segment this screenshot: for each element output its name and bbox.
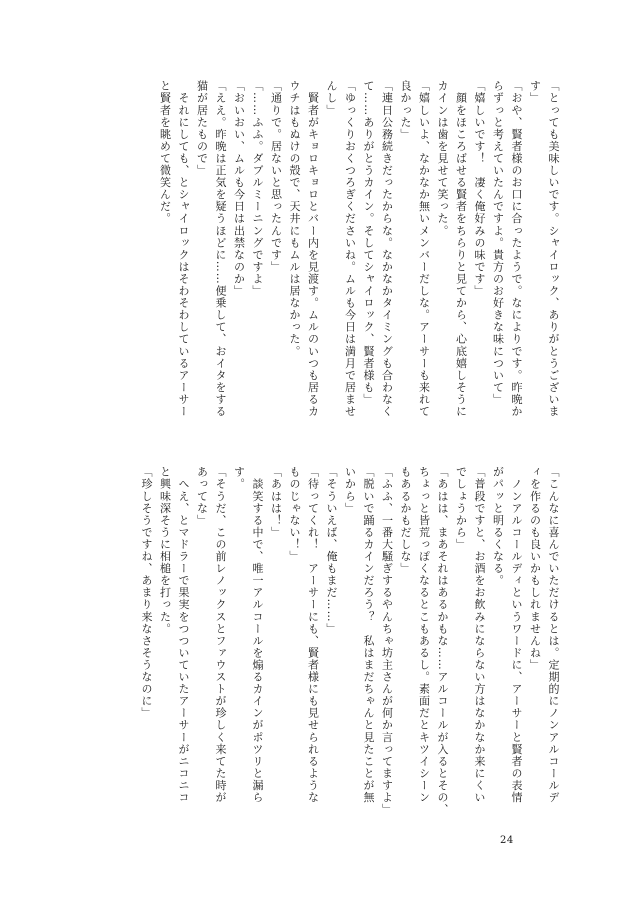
text-line: もあるかもだしな」 (399, 466, 412, 575)
text-line: んし」 (325, 80, 338, 117)
text-line: 「連日公務続きだったからな。なかなかタイミングも合わなく (380, 80, 394, 418)
text-line: 「あはは、まあそれはあるかもな……アルコールが入るとその、 (436, 466, 449, 816)
text-line: 良かった」 (399, 80, 412, 141)
text-line: て……ありがとうカイン。そしてシャイロック、賢者様も」 (362, 80, 375, 406)
text-line: 「そうだ、この前レノックスとファウストが珍しく来てた時が (214, 466, 227, 804)
text-line: 顔をほころばせる賢者をちらりと見てから、心底嬉しそうに (454, 80, 468, 418)
text-line: 「ふふ、一番大騒ぎするやんちゃ坊主さんが何か言ってますよ」 (380, 466, 394, 816)
text-line: す。 (232, 466, 246, 491)
text-line: 「おや、賢者様のお口に合ったようで。なによりです。昨晩か (510, 80, 523, 418)
text-line: 「おいおい、ムルも今日は出禁なのか」 (232, 80, 246, 297)
text-line: 賢者がキョロキョロとバー内を見渡す。ムルのいつも居るカ (306, 80, 320, 418)
text-line: へえ、とマドラーで果実をつついていたアーサーがニコニコ (177, 466, 190, 804)
text-line: 「ええ。昨晩は正気を疑うほどに……便乗して、おイタをする (214, 80, 227, 418)
text-line: 猫が居たもので」 (195, 80, 209, 177)
text-line: がパッと明るくなる。 (491, 466, 505, 587)
text-line: ちょっと皆荒っぽくなるとこもあるし。素面だとキツイシーン (417, 466, 431, 804)
text-line: ィを作るのも良いかもしれませんね」 (528, 466, 542, 671)
text-line: 談笑する中で、唯一アルコールを煽るカインがポツリと漏ら (251, 466, 264, 804)
text-line: 「そういえば、俺もまだ……」 (325, 466, 338, 635)
text-line: 「珍しそうですね、あまり来なさそうなのに」 (140, 466, 153, 720)
text-line: 「普段ですと、お酒をお飲みにならない方はなかなか来にくい (473, 466, 486, 804)
text-line: 「嬉しいよ、なかなか無いメンバーだしな。アーサーも来れて (417, 80, 431, 418)
text-line: 「とっても美味しいです。シャイロック、ありがとうございま (547, 80, 560, 418)
text-line: ノンアルコールディというワードに、アーサーと賢者の表情 (510, 466, 523, 804)
text-line: ウチはもぬけの殻で、天井にもムルは居なかった。 (288, 80, 301, 358)
text-line: 「脱いで踊るカインだろう？ 私はまだちゃんと見たことが無 (362, 466, 375, 804)
text-line: 「待ってくれ！ アーサーにも、賢者様にも見せられるような (306, 466, 320, 804)
text-line: 「嬉しいです！ 凄く俺好みの味です」 (473, 80, 486, 297)
text-line: でしょうから」 (454, 466, 468, 551)
text-line: ものじゃない！」 (288, 466, 301, 563)
text-line: らずっと考えていたんですよ。貴方のお好きな味について」 (491, 80, 505, 406)
text-line: カインは歯を見せて笑った。 (436, 80, 449, 237)
text-line: と興味深そうに相槌を打った。 (158, 466, 172, 635)
text-line: 「ゆっくりおくつろぎくださいね。ムルも今日は満月で居ませ (343, 80, 357, 418)
text-line: 「あはは！」 (269, 466, 283, 539)
text-line: 「こんなに喜んでいただけるとは。定期的にノンアルコールデ (547, 466, 560, 804)
text-line: それにしても、とシャイロックはそわそわしているアーサー (177, 80, 190, 418)
text-line: 「通りで。居ないと思ったんです」 (269, 80, 283, 273)
text-line: と賢者を眺めて微笑んだ。 (158, 80, 172, 225)
page-number: 24 (500, 835, 514, 846)
text-line: いから」 (343, 466, 357, 515)
text-line: 「……ふふ。ダブルミーニングですよ」 (251, 80, 264, 297)
lower-text-block (96, 466, 562, 816)
text-line: あってな」 (195, 466, 209, 527)
text-line: す」 (528, 80, 542, 105)
upper-text-block (96, 80, 562, 426)
